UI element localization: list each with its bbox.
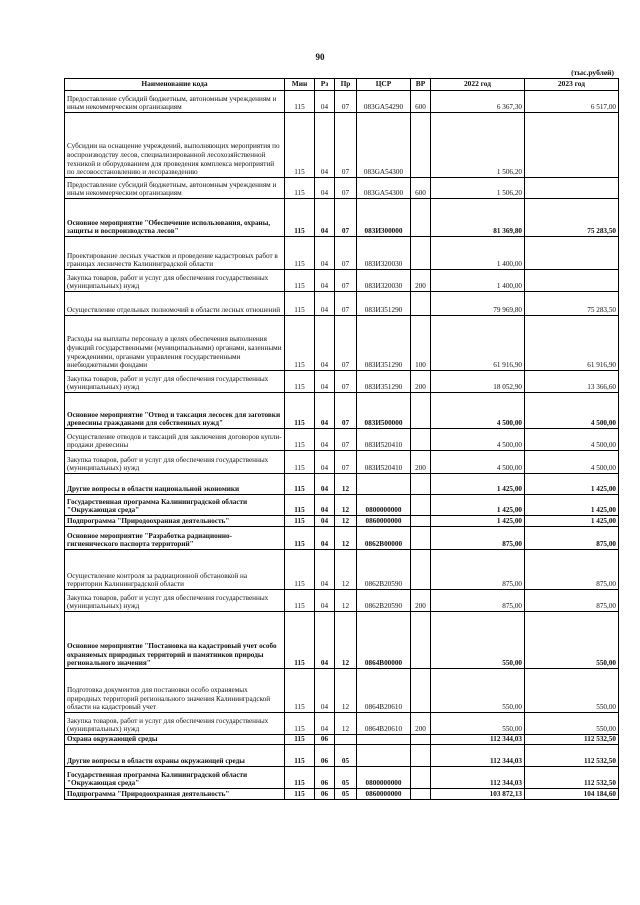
cell-name: Другие вопросы в области охраны окружающей среды — [65, 745, 285, 767]
cell-csr: 0864B20610 — [357, 669, 411, 713]
cell-csr: 083GA54290 — [357, 91, 411, 113]
cell-pr: 12 — [335, 516, 357, 527]
cell-csr: 083И351290 — [357, 292, 411, 316]
table-row — [65, 612, 619, 669]
cell-csr — [357, 735, 411, 745]
cell-min: 115 — [285, 713, 315, 735]
cell-vr: 100 — [411, 316, 431, 371]
cell-vr — [411, 612, 431, 669]
cell-name: Закупка товаров, работ и услуг для обеспечения государственных (муниципальных) нужд — [65, 371, 285, 393]
cell-2023: 550,00 — [525, 669, 619, 713]
cell-vr: 200 — [411, 451, 431, 474]
cell-rz: 06 — [315, 789, 335, 800]
cell-min: 115 — [285, 113, 315, 178]
cell-min: 115 — [285, 316, 315, 371]
cell-rz: 04 — [315, 590, 335, 612]
table-row — [65, 371, 619, 393]
cell-min: 115 — [285, 237, 315, 270]
cell-pr: 12 — [335, 495, 357, 516]
cell-2023: 550,00 — [525, 612, 619, 669]
cell-name: Основное мероприятие "Отвод и таксация лесосек для заготовки древесины гражданами для собственных нужд" — [65, 393, 285, 429]
cell-rz: 04 — [315, 429, 335, 451]
header-2022: 2022 год — [431, 79, 525, 91]
table-row — [65, 292, 619, 316]
cell-vr — [411, 292, 431, 316]
cell-2022: 875,00 — [431, 550, 525, 590]
cell-2023: 875,00 — [525, 550, 619, 590]
cell-2023: 1 425,00 — [525, 495, 619, 516]
cell-min: 115 — [285, 550, 315, 590]
cell-csr: 0800000000 — [357, 495, 411, 516]
table-row — [65, 590, 619, 612]
cell-2022: 61 916,90 — [431, 316, 525, 371]
table-row — [65, 789, 619, 800]
header-2023: 2023 год — [525, 79, 619, 91]
cell-csr: 083И300000 — [357, 199, 411, 237]
cell-vr: 600 — [411, 178, 431, 199]
cell-pr: 07 — [335, 113, 357, 178]
cell-csr: 0862B00000 — [357, 527, 411, 550]
header-pr: Пр — [335, 79, 357, 91]
cell-2023: 61 916,90 — [525, 316, 619, 371]
cell-min: 115 — [285, 612, 315, 669]
cell-2022: 1 506,20 — [431, 178, 525, 199]
cell-2023: 4 500,00 — [525, 429, 619, 451]
header-vr: ВР — [411, 79, 431, 91]
table-row — [65, 669, 619, 713]
units-label: (тыс.рублей) — [571, 68, 614, 77]
table-row — [65, 550, 619, 590]
cell-2023 — [525, 237, 619, 270]
cell-min: 115 — [285, 495, 315, 516]
cell-rz: 04 — [315, 713, 335, 735]
cell-name: Другие вопросы в области национальной экономики — [65, 474, 285, 495]
cell-pr: 07 — [335, 178, 357, 199]
header-min: Мин — [285, 79, 315, 91]
cell-2023: 875,00 — [525, 527, 619, 550]
cell-name: Основное мероприятие "Обеспечение использования, охраны, защиты и воспроизводства лесов" — [65, 199, 285, 237]
cell-pr: 12 — [335, 527, 357, 550]
cell-min: 115 — [285, 527, 315, 550]
table-row — [65, 451, 619, 474]
cell-csr: 0800000000 — [357, 767, 411, 789]
cell-rz: 04 — [315, 550, 335, 590]
table-row — [65, 393, 619, 429]
cell-name: Предоставление субсидий бюджетным, автономным учреждениям и иным некоммерческим организациям — [65, 178, 285, 199]
cell-vr — [411, 474, 431, 495]
cell-csr: 083И351290 — [357, 371, 411, 393]
cell-pr: 07 — [335, 316, 357, 371]
cell-2023: 4 500,00 — [525, 451, 619, 474]
cell-csr: 0862B20590 — [357, 590, 411, 612]
cell-vr: 200 — [411, 270, 431, 292]
cell-2022: 550,00 — [431, 612, 525, 669]
table-row — [65, 735, 619, 745]
cell-2022: 112 344,03 — [431, 745, 525, 767]
cell-min: 115 — [285, 199, 315, 237]
cell-name: Осуществление контроля за радиационной обстановкой на территории Калининградской области — [65, 550, 285, 590]
header-name: Наименование кода — [65, 79, 285, 91]
cell-csr: 0860000000 — [357, 789, 411, 800]
cell-vr — [411, 113, 431, 178]
cell-2022: 103 872,13 — [431, 789, 525, 800]
cell-csr: 083GA54300 — [357, 178, 411, 199]
page-number: 90 — [315, 52, 325, 62]
cell-rz: 04 — [315, 495, 335, 516]
cell-name: Проектирование лесных участков и проведение кадастровых работ в границах лесничеств Калининградской области — [65, 237, 285, 270]
cell-2022: 1 425,00 — [431, 474, 525, 495]
cell-rz: 04 — [315, 292, 335, 316]
cell-2023: 75 283,50 — [525, 199, 619, 237]
header-rz: Рз — [315, 79, 335, 91]
cell-2022: 875,00 — [431, 527, 525, 550]
cell-min: 115 — [285, 474, 315, 495]
cell-2023: 875,00 — [525, 590, 619, 612]
table-row — [65, 745, 619, 767]
cell-2022: 1 400,00 — [431, 237, 525, 270]
cell-pr: 07 — [335, 270, 357, 292]
cell-2023: 6 517,00 — [525, 91, 619, 113]
cell-name: Закупка товаров, работ и услуг для обеспечения государственных (муниципальных) нужд — [65, 451, 285, 474]
budget-table — [64, 78, 619, 800]
cell-min: 115 — [285, 178, 315, 199]
cell-vr — [411, 393, 431, 429]
cell-2022: 1 425,00 — [431, 495, 525, 516]
table-row — [65, 495, 619, 516]
cell-pr: 12 — [335, 669, 357, 713]
cell-name: Подпрограмма "Природоохранная деятельность" — [65, 516, 285, 527]
cell-2022: 550,00 — [431, 669, 525, 713]
cell-name: Подпрограмма "Природоохранная деятельность" — [65, 789, 285, 800]
cell-2022: 875,00 — [431, 590, 525, 612]
cell-2022: 4 500,00 — [431, 393, 525, 429]
cell-min: 115 — [285, 429, 315, 451]
cell-csr — [357, 474, 411, 495]
table-row — [65, 527, 619, 550]
cell-csr: 083И520410 — [357, 429, 411, 451]
cell-2023: 112 532,50 — [525, 767, 619, 789]
cell-rz: 04 — [315, 91, 335, 113]
cell-name: Государственная программа Калининградской области "Окружающая среда" — [65, 495, 285, 516]
table-row — [65, 474, 619, 495]
cell-pr — [335, 735, 357, 745]
cell-vr — [411, 735, 431, 745]
table-row — [65, 270, 619, 292]
cell-pr: 12 — [335, 612, 357, 669]
cell-rz: 06 — [315, 745, 335, 767]
cell-vr — [411, 745, 431, 767]
table-row — [65, 237, 619, 270]
cell-2022: 6 367,30 — [431, 91, 525, 113]
cell-pr: 05 — [335, 789, 357, 800]
cell-csr: 083И320030 — [357, 270, 411, 292]
cell-rz: 04 — [315, 393, 335, 429]
cell-2023 — [525, 113, 619, 178]
cell-vr — [411, 237, 431, 270]
cell-vr — [411, 669, 431, 713]
cell-rz: 04 — [315, 474, 335, 495]
table-body — [65, 91, 619, 800]
cell-2022: 1 400,00 — [431, 270, 525, 292]
cell-vr — [411, 527, 431, 550]
cell-name: Охрана окружающей среды — [65, 735, 285, 745]
table-header-row — [65, 79, 619, 91]
cell-vr: 200 — [411, 590, 431, 612]
cell-csr: 083И500000 — [357, 393, 411, 429]
cell-vr: 600 — [411, 91, 431, 113]
cell-name: Осуществление отводов и таксаций для заключения договоров купли-продажи древесины — [65, 429, 285, 451]
cell-2023: 1 425,00 — [525, 516, 619, 527]
cell-2023: 112 532,50 — [525, 745, 619, 767]
cell-min: 115 — [285, 393, 315, 429]
cell-vr — [411, 767, 431, 789]
cell-csr: 0864B00000 — [357, 612, 411, 669]
cell-2022: 112 344,03 — [431, 735, 525, 745]
table-row — [65, 767, 619, 789]
cell-name: Основное мероприятие "Разработка радиационно-гигиенического паспорта территорий" — [65, 527, 285, 550]
cell-2023: 104 184,60 — [525, 789, 619, 800]
cell-name: Закупка товаров, работ и услуг для обеспечения государственных (муниципальных) нужд — [65, 713, 285, 735]
cell-vr — [411, 789, 431, 800]
cell-2022: 4 500,00 — [431, 429, 525, 451]
cell-rz: 04 — [315, 178, 335, 199]
cell-2022: 112 344,03 — [431, 767, 525, 789]
cell-min: 115 — [285, 789, 315, 800]
cell-pr: 07 — [335, 451, 357, 474]
cell-vr: 200 — [411, 713, 431, 735]
cell-rz: 04 — [315, 199, 335, 237]
cell-csr: 083GA54300 — [357, 113, 411, 178]
cell-rz: 04 — [315, 527, 335, 550]
cell-csr: 0862B20590 — [357, 550, 411, 590]
cell-rz: 04 — [315, 516, 335, 527]
cell-pr: 12 — [335, 550, 357, 590]
cell-min: 115 — [285, 735, 315, 745]
cell-name: Подготовка документов для постановки особо охраняемых природных территорий регионального значения Калининградской области на кадастровый учет — [65, 669, 285, 713]
cell-rz: 04 — [315, 451, 335, 474]
table-row — [65, 429, 619, 451]
table-row — [65, 713, 619, 735]
cell-pr: 12 — [335, 713, 357, 735]
cell-2023 — [525, 178, 619, 199]
table-row — [65, 113, 619, 178]
cell-csr: 083И320030 — [357, 237, 411, 270]
cell-min: 115 — [285, 270, 315, 292]
cell-pr: 05 — [335, 767, 357, 789]
cell-rz: 06 — [315, 767, 335, 789]
cell-name: Закупка товаров, работ и услуг для обеспечения государственных (муниципальных) нужд — [65, 270, 285, 292]
cell-min: 115 — [285, 371, 315, 393]
cell-min: 115 — [285, 516, 315, 527]
cell-2022: 79 969,80 — [431, 292, 525, 316]
cell-2023: 4 500,00 — [525, 393, 619, 429]
cell-csr — [357, 745, 411, 767]
cell-name: Основное мероприятие "Постановка на кадастровый учет особо охраняемых природных территорий и памятников природы регионального значения" — [65, 612, 285, 669]
cell-name: Расходы на выплаты персоналу в целях обеспечения выполнения функций государственными (муниципальными) органами, казенными учреждениями, органами управления государственными внебюджетными фондами — [65, 316, 285, 371]
cell-name: Осуществление отдельных полномочий в области лесных отношений — [65, 292, 285, 316]
cell-2023: 550,00 — [525, 713, 619, 735]
cell-pr: 07 — [335, 91, 357, 113]
cell-csr: 0864B20610 — [357, 713, 411, 735]
cell-min: 115 — [285, 669, 315, 713]
cell-rz: 04 — [315, 612, 335, 669]
header-csr: ЦСР — [357, 79, 411, 91]
cell-min: 115 — [285, 292, 315, 316]
cell-2022: 1 506,20 — [431, 113, 525, 178]
cell-csr: 083И351290 — [357, 316, 411, 371]
cell-pr: 12 — [335, 590, 357, 612]
cell-name: Закупка товаров, работ и услуг для обеспечения государственных (муниципальных) нужд — [65, 590, 285, 612]
cell-pr: 07 — [335, 429, 357, 451]
cell-min: 115 — [285, 451, 315, 474]
cell-min: 115 — [285, 91, 315, 113]
cell-2022: 81 369,80 — [431, 199, 525, 237]
table-row — [65, 516, 619, 527]
cell-vr — [411, 516, 431, 527]
cell-rz: 04 — [315, 669, 335, 713]
cell-pr: 07 — [335, 237, 357, 270]
cell-rz: 04 — [315, 316, 335, 371]
cell-csr: 0860000000 — [357, 516, 411, 527]
table-row — [65, 316, 619, 371]
cell-pr: 12 — [335, 474, 357, 495]
cell-2023: 75 283,50 — [525, 292, 619, 316]
cell-csr: 083И520410 — [357, 451, 411, 474]
cell-vr — [411, 199, 431, 237]
cell-2023: 13 366,60 — [525, 371, 619, 393]
cell-pr: 07 — [335, 199, 357, 237]
cell-2022: 4 500,00 — [431, 451, 525, 474]
cell-2023 — [525, 270, 619, 292]
cell-vr: 200 — [411, 371, 431, 393]
cell-vr — [411, 495, 431, 516]
cell-name: Государственная программа Калининградской области "Окружающая среда" — [65, 767, 285, 789]
cell-2022: 18 052,90 — [431, 371, 525, 393]
table-row — [65, 199, 619, 237]
cell-min: 115 — [285, 767, 315, 789]
cell-rz: 06 — [315, 735, 335, 745]
cell-pr: 05 — [335, 745, 357, 767]
cell-rz: 04 — [315, 237, 335, 270]
cell-vr — [411, 550, 431, 590]
cell-rz: 04 — [315, 113, 335, 178]
cell-min: 115 — [285, 590, 315, 612]
cell-2022: 550,00 — [431, 713, 525, 735]
cell-min: 115 — [285, 745, 315, 767]
cell-pr: 07 — [335, 292, 357, 316]
table-row — [65, 178, 619, 199]
cell-2023: 112 532,50 — [525, 735, 619, 745]
cell-pr: 07 — [335, 393, 357, 429]
cell-pr: 07 — [335, 371, 357, 393]
cell-name: Предоставление субсидий бюджетным, автономным учреждениям и иным некоммерческим организациям — [65, 91, 285, 113]
table-row — [65, 91, 619, 113]
cell-rz: 04 — [315, 270, 335, 292]
cell-2023: 1 425,00 — [525, 474, 619, 495]
cell-vr — [411, 429, 431, 451]
cell-2022: 1 425,00 — [431, 516, 525, 527]
cell-rz: 04 — [315, 371, 335, 393]
cell-name: Субсидии на оснащение учреждений, выполняющих мероприятия по воспроизводству лесов, специализированной лесохозяйственной техникой и оборудованием для проведения комплекса мероприятий по лесовосстановлению и лесоразведению — [65, 113, 285, 178]
